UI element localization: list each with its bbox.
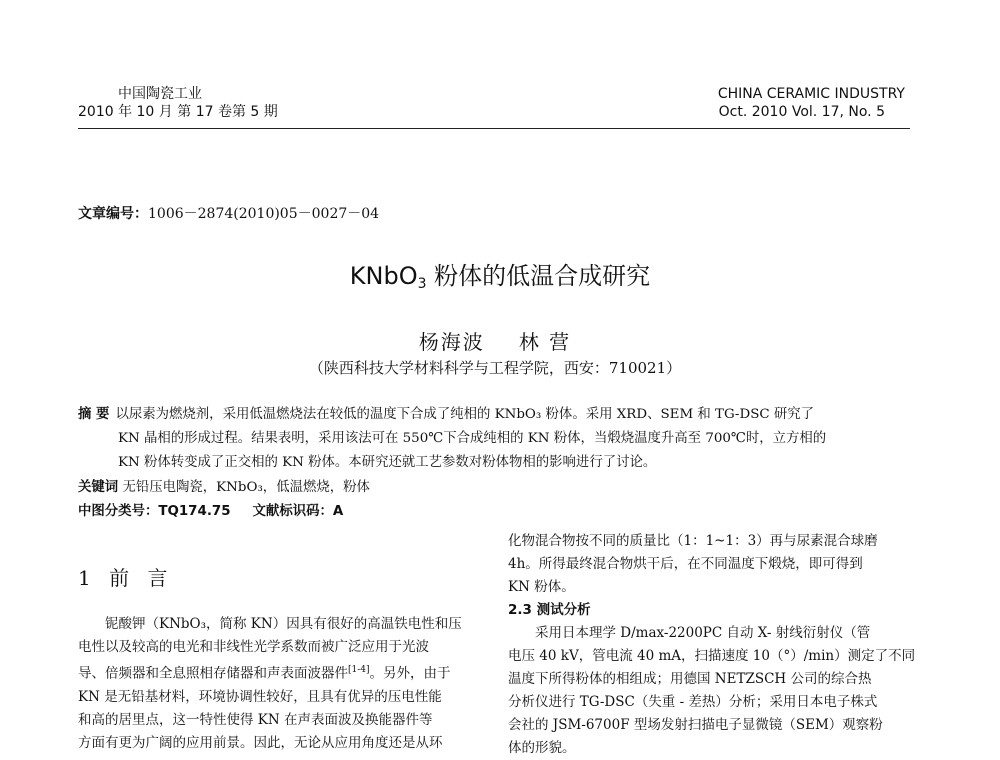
keywords-label: 关键词: [78, 480, 119, 495]
body-line: 4h。所得最终混合物烘干后，在不同温度下煅烧，即可得到: [508, 556, 863, 572]
article-number-label: 文章编号：: [78, 206, 148, 222]
abstract-line: 以尿素为燃烧剂，采用低温燃烧法在较低的温度下合成了纯相的 KNbO₃ 粉体。采用 XRD、SEM 和 TG-DSC 研究了: [115, 407, 815, 422]
article-number: [78, 203, 379, 223]
body-line: 温度下所得粉体的相组成；用德国 NETZSCH 公司的综合热: [508, 671, 872, 687]
body-line: 电性以及较高的电光和非线性光学系数而被广泛应用于光波: [78, 639, 429, 655]
body-line: 化物混合物按不同的质量比（1：1~1：3）再与尿素混合球磨: [508, 533, 878, 549]
body-line: 采用日本理学 D/max-2200PC 自动 X- 射线衍射仪（管: [535, 625, 871, 641]
author-name: 杨海波: [418, 330, 485, 354]
title-formula: KNbO: [349, 262, 418, 290]
paper-title: [0, 256, 1000, 292]
citation-ref: [1-4]: [348, 665, 370, 675]
body-line: 体的形貌。: [508, 740, 576, 756]
section-heading: 1 前 言: [78, 566, 174, 590]
abstract-line: KN 粉体转变成了正交相的 KN 粉体。本研究还就工艺参数对粉体物相的影响进行了讨论。: [118, 455, 657, 470]
body-line: 分析仪进行 TG-DSC（失重 - 差热）分析；采用日本电子株式: [508, 694, 878, 710]
body-line: KN 是无铅基材料，环境协调性较好，且具有优异的压电性能: [78, 688, 442, 705]
right-column: [508, 530, 928, 760]
body-line: 和高的居里点，这一特性使得 KN 在声表面波及换能器件等: [78, 711, 433, 728]
article-number-value: 1006－2874(2010)05－0027－04: [148, 206, 380, 222]
body-line: 会社的 JSM-6700F 型场发射扫描电子显微镜（SEM）观察粉: [508, 717, 883, 733]
abstract: [78, 402, 923, 475]
issue-info-cn: 2010 年 10 月 第 17 卷第 5 期: [78, 104, 278, 120]
author-list: [0, 326, 990, 355]
affiliation: （陕西科技大学材料科学与工程学院，西安：710021）: [308, 359, 682, 377]
abstract-line: KN 晶相的形成过程。结果表明，采用该法可在 550℃下合成纯相的 KN 粉体，当煅烧温度升高至 700℃时，立方相的: [118, 431, 827, 446]
header-rule: [78, 128, 910, 129]
body-line: KN 粉体。: [508, 579, 575, 595]
body-line: 铌酸钾（KNbO₃，简称 KN）因具有很好的高温铁电性和压: [105, 616, 462, 632]
doc-code-label: 文献标识码：A: [252, 504, 344, 519]
title-subscript: 3: [417, 276, 427, 292]
keywords: [78, 476, 370, 495]
subsection-heading: 2.3 测试分析: [508, 602, 591, 618]
left-column: [78, 613, 478, 755]
clc-label: 中图分类号：TQ174.75: [78, 504, 231, 519]
body-line: 方面有更为广阔的应用前景。因此，无论从应用角度还是从环: [78, 734, 443, 751]
journal-name-en: CHINA CERAMIC INDUSTRY: [717, 86, 905, 102]
body-line: 导、倍频器和全息照相存储器和声表面波器件[1-4]。另外，由于: [78, 665, 451, 682]
issue-info-en: Oct. 2010 Vol. 17, No. 5: [718, 104, 885, 120]
author-name: 林 营: [518, 330, 572, 354]
body-line: 电压 40 kV，管电流 40 mA，扫描速度 10（°）/min）测定了不同: [508, 648, 916, 664]
journal-name-cn: 中国陶瓷工业: [118, 86, 202, 102]
keywords-value: 无铅压电陶瓷，KNbO₃，低温燃烧，粉体: [122, 480, 370, 495]
title-text: 粉体的低温合成研究: [426, 262, 651, 290]
classification: [78, 500, 343, 519]
abstract-label: 摘 要: [78, 406, 110, 422]
